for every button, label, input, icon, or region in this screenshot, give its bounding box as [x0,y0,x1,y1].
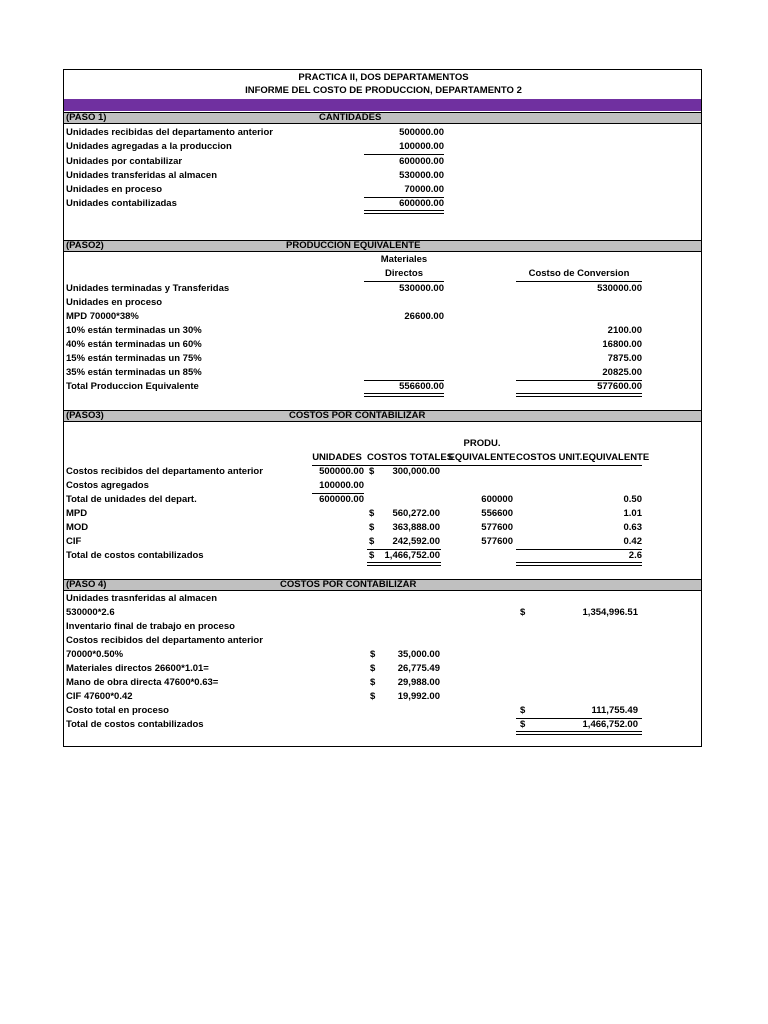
paso3-row-costo: 242,592.00 [392,536,440,547]
currency-symbol: $ [520,705,526,716]
paso2-row-conv: 7875.00 [607,353,642,364]
paso4-row-amount: 1,466,752.00 [582,719,638,730]
paso2-row-label: Unidades en proceso [66,297,163,308]
currency-symbol: $ [370,677,376,688]
paso4-row-label: Costos recibidos del departamento anterior [66,635,263,646]
double-underline [364,210,444,214]
underline [364,281,444,282]
paso4-row-amount: 1,354,996.51 [582,607,638,618]
currency-symbol: $ [520,607,526,618]
paso3-row-costo: 1,466,752.00 [384,550,440,561]
paso3-row-label: MOD [66,522,89,533]
paso1-row-label: Unidades transferidas al almacen [66,170,218,181]
col-header-unidades: UNIDADES [312,452,362,463]
paso2-heading: PRODUCCION EQUIVALENTE [286,240,421,251]
paso4-row-amount: 19,992.00 [397,691,440,702]
col-header-equivalente: EQUIVALENTE [448,452,516,463]
paso4-row-label: Mano de obra directa 47600*0.63= [66,677,219,688]
currency-symbol: $ [369,508,375,519]
paso3-row-label: Total de costos contabilizados [66,550,204,561]
paso1-row-value: 600000.00 [399,156,444,167]
col-header-conversion: Costso de Conversion [528,268,630,279]
paso3-label: (PASO3) [66,410,104,421]
col-header-materiales: Materiales [380,254,428,265]
paso2-row-label: 35% están terminadas un 85% [66,367,202,378]
paso3-row-unidades: 500000.00 [319,466,364,477]
paso1-row-label: Unidades contabilizadas [66,198,177,209]
paso2-row-conv: 2100.00 [607,325,642,336]
paso3-row-costo: 363,888.00 [392,522,440,533]
paso2-row-mat: 26600.00 [404,311,444,322]
currency-symbol: $ [369,536,375,547]
double-underline [516,731,642,735]
paso1-row-value: 600000.00 [399,198,444,209]
paso2-row-mat: 530000.00 [399,283,444,294]
paso3-row-unidades: 600000.00 [319,494,364,505]
paso4-row-label: CIF 47600*0.42 [66,691,133,702]
paso3-row-equiv: 556600 [481,508,513,519]
paso3-row-label: MPD [66,508,88,519]
paso3-row-costo: 300,000.00 [392,466,440,477]
paso4-row-label: Unidades trasnferidas al almacen [66,593,218,604]
paso3-row-unit: 0.63 [623,522,642,533]
paso1-row-value: 70000.00 [404,184,444,195]
paso3-row-equiv: 600000 [481,494,513,505]
purple-header-bar [64,99,701,111]
paso2-row-label: Total Produccion Equivalente [66,381,199,392]
paso4-row-label: Inventario final de trabajo en proceso [66,621,235,632]
paso2-label: (PASO2) [66,240,104,251]
paso1-row-label: Unidades recibidas del departamento anterior [66,127,273,138]
paso4-row-label: Costo total en proceso [66,705,169,716]
paso4-row-label: Materiales directos 26600*1.01= [66,663,209,674]
paso4-row-label: 530000*2.6 [66,607,115,618]
currency-symbol: $ [369,466,375,477]
paso3-row-label: Total de unidades del depart. [66,494,197,505]
paso3-row-label: Costos agregados [66,480,149,491]
paso4-row-amount: 29,988.00 [397,677,440,688]
paso2-row-label: MPD 70000*38% [66,311,139,322]
report-sheet [63,69,702,747]
paso3-row-label: Costos recibidos del departamento anterior [66,466,263,477]
paso4-label: (PASO 4) [66,579,107,590]
paso1-row-value: 500000.00 [399,127,444,138]
paso3-row-unidades: 100000.00 [319,480,364,491]
double-underline [516,393,642,397]
double-underline [364,393,444,397]
paso2-row-label: 15% están terminadas un 75% [66,353,202,364]
paso3-row-unit: 1.01 [623,508,642,519]
double-underline [516,562,642,566]
col-header-produ: PRODU. [463,438,501,449]
paso1-band [64,112,701,124]
currency-symbol: $ [520,719,526,730]
paso4-row-amount: 111,755.49 [591,705,638,716]
paso2-row-label: 40% están terminadas un 60% [66,339,202,350]
paso2-row-conv: 16800.00 [602,339,642,350]
underline [516,281,642,282]
paso3-row-label: CIF [66,536,82,547]
paso2-row-conv: 530000.00 [597,283,642,294]
paso4-row-label: 70000*0.50% [66,649,124,660]
paso4-row-amount: 26,775.49 [397,663,440,674]
paso1-row-label: Unidades agregadas a la produccion [66,141,232,152]
paso1-row-label: Unidades por contabilizar [66,156,183,167]
paso1-row-label: Unidades en proceso [66,184,163,195]
col-header-costos-totales: COSTOS TOTALES [367,452,454,463]
underline [364,154,444,155]
col-header-directos: Directos [384,268,423,279]
report-title: PRACTICA II, DOS DEPARTAMENTOS [298,72,469,83]
paso3-row-costo: 560,272.00 [392,508,440,519]
col-header-unit-equivalente: COSTOS UNIT.EQUIVALENTE [516,452,650,463]
paso2-row-label: 10% están terminadas un 30% [66,325,202,336]
paso3-row-unit: 0.42 [623,536,642,547]
paso2-row-conv: 20825.00 [602,367,642,378]
paso3-row-equiv: 577600 [481,522,513,533]
report-subtitle: INFORME DEL COSTO DE PRODUCCION, DEPARTAMENTO 2 [245,85,522,96]
paso2-row-conv: 577600.00 [597,381,642,392]
paso4-row-amount: 35,000.00 [397,649,440,660]
paso4-row-label: Total de costos contabilizados [66,719,204,730]
currency-symbol: $ [369,550,375,561]
currency-symbol: $ [370,691,376,702]
currency-symbol: $ [370,649,376,660]
paso3-row-unit: 2.6 [628,550,642,561]
paso1-label: (PASO 1) [66,112,107,123]
paso3-row-unit: 0.50 [623,494,642,505]
paso3-row-equiv: 577600 [481,536,513,547]
currency-symbol: $ [370,663,376,674]
paso1-row-value: 530000.00 [399,170,444,181]
paso1-row-value: 100000.00 [399,141,444,152]
paso1-heading: CANTIDADES [319,112,382,123]
currency-symbol: $ [369,522,375,533]
paso4-heading: COSTOS POR CONTABILIZAR [280,579,417,590]
paso3-heading: COSTOS POR CONTABILIZAR [289,410,426,421]
double-underline [367,562,441,566]
paso2-row-label: Unidades terminadas y Transferidas [66,283,230,294]
paso2-row-mat: 556600.00 [399,381,444,392]
